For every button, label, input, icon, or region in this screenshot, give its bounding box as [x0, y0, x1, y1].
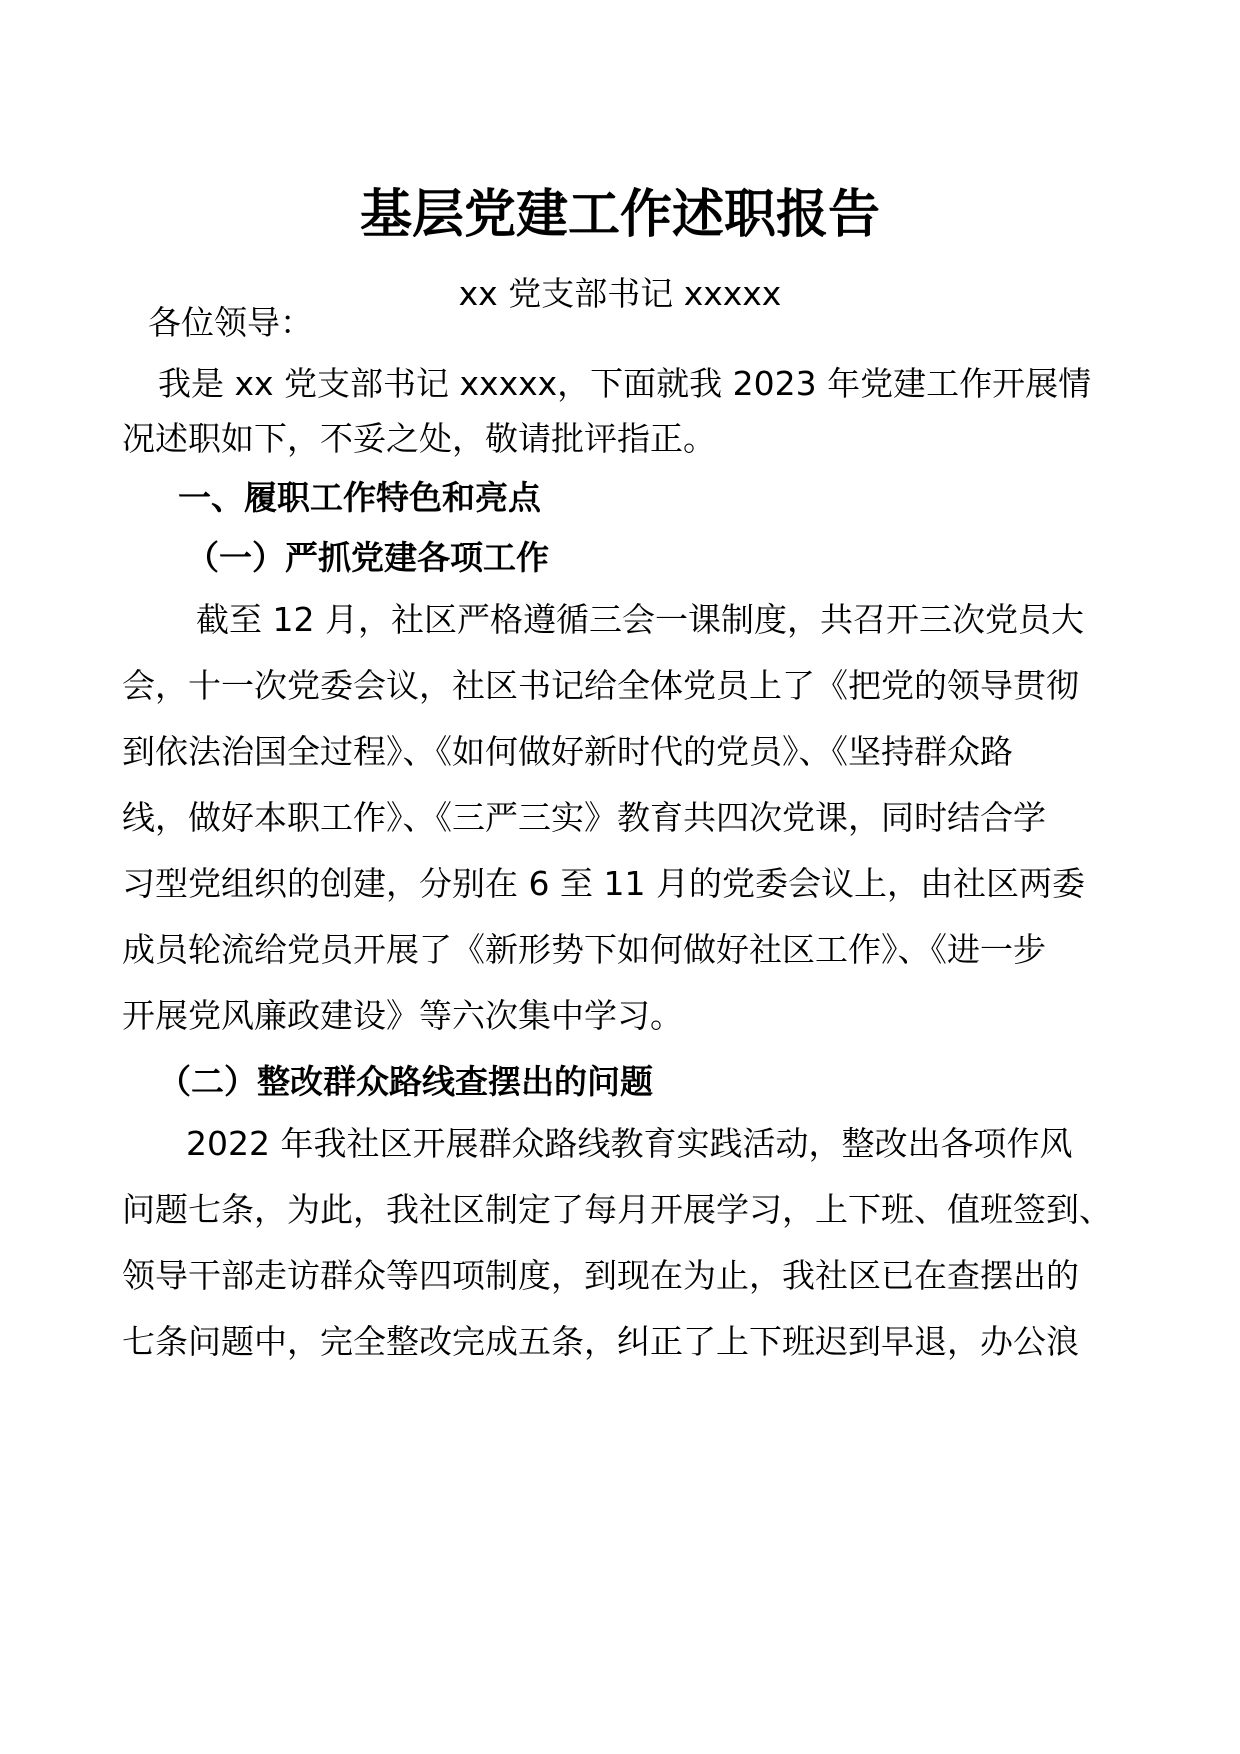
sub-1-line-3: 到依法治国全过程》、《如何做好新时代的党员》、《坚持群众路 — [122, 732, 1013, 771]
document-title: 基层党建工作述职报告 — [359, 185, 880, 245]
sub-2-line-3: 领导干部走访群众等四项制度，到现在为止，我社区已在查摆出的 — [122, 1256, 1079, 1295]
sub-1-line-6: 成员轮流给党员开展了《新形势下如何做好社区工作》、《进一步 — [122, 930, 1046, 969]
section-1-heading: 一、履职工作特色和亮点 — [178, 478, 541, 517]
intro-line-1: 我是 xx 党支部书记 xxxxx，下面就我 2023 年党建工作开展情 — [158, 364, 1092, 403]
sub-1-line-4: 线，做好本职工作》、《三严三实》教育共四次党课，同时结合学 — [122, 798, 1046, 837]
salutation: 各位领导： — [148, 303, 313, 342]
sub-2-line-1: 2022 年我社区开展群众路线教育实践活动，整改出各项作风 — [186, 1124, 1073, 1163]
intro-line-2: 况述职如下，不妥之处，敬请批评指正。 — [122, 419, 716, 458]
document-author: xx 党支部书记 xxxxx — [458, 274, 782, 313]
sub-1-line-1: 截至 12 月，社区严格遵循三会一课制度，共召开三次党员大 — [196, 600, 1084, 639]
sub-2-line-4: 七条问题中，完全整改完成五条，纠正了上下班迟到早退，办公浪 — [122, 1322, 1079, 1361]
sub-2-line-2: 问题七条，为此，我社区制定了每月开展学习，上下班、值班签到、 — [122, 1190, 1112, 1229]
sub-1-line-2: 会，十一次党委会议，社区书记给全体党员上了《把党的领导贯彻 — [122, 666, 1079, 705]
subsection-1-heading: （一）严抓党建各项工作 — [186, 538, 549, 577]
subsection-2-heading: （二）整改群众路线查摆出的问题 — [158, 1062, 653, 1101]
sub-1-line-5: 习型党组织的创建，分别在 6 至 11 月的党委会议上，由社区两委 — [122, 864, 1085, 903]
sub-1-line-7: 开展党风廉政建设》等六次集中学习。 — [122, 996, 683, 1035]
